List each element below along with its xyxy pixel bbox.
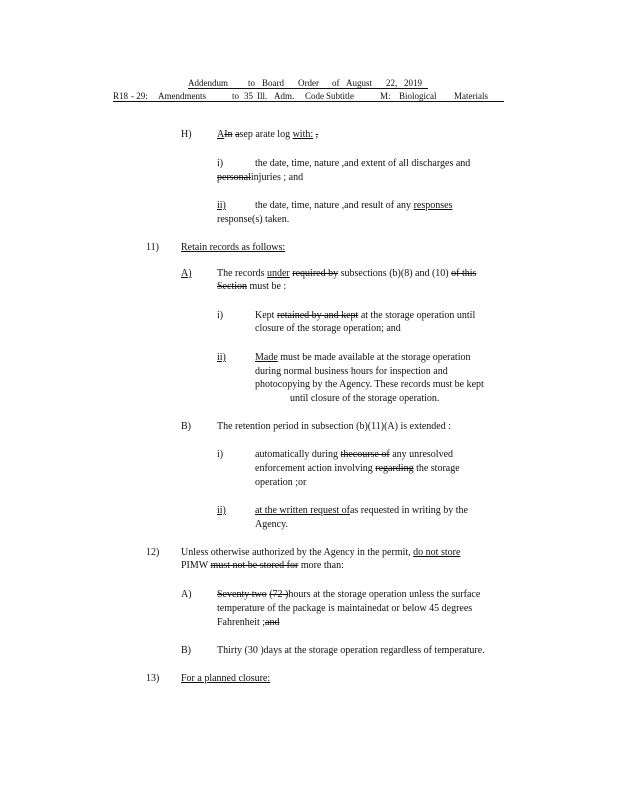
- para-11-a-label: A): [181, 268, 192, 279]
- para-12-label: 12): [146, 547, 160, 558]
- para-11-b-ii-label: ii): [217, 505, 226, 516]
- para-11-a-mustbe: must be :: [249, 281, 287, 292]
- para-11-b-i-regarding: regarding: [375, 463, 414, 474]
- para-11-a-text1b: subsections (b)(8) and (10): [340, 268, 449, 279]
- para-12-a-72: (72 ): [269, 589, 289, 600]
- para-12-a-and: and: [265, 617, 280, 628]
- para-11-ii-text1: must be made available at the storage operation: [280, 352, 471, 363]
- para-11-b-text: The retention period in subsection (b)(11)(A) is extended :: [217, 421, 452, 432]
- header-underline-2: [113, 101, 504, 102]
- header-adm: Adm.: [274, 91, 295, 101]
- item-h-ii-text2: response(s) taken.: [217, 214, 290, 225]
- header-subtitle: Subtitle: [326, 91, 355, 101]
- header-rule-num: - 29:: [131, 91, 148, 101]
- header-august: August: [346, 78, 373, 88]
- item-h-i-personal: personal: [217, 172, 251, 183]
- header-addendum: Addendum: [188, 78, 228, 88]
- header-biological: Biological: [399, 91, 437, 101]
- para-12-a-text1: hours at the storage operation unless the surface: [288, 589, 481, 600]
- item-h-rest: sep arate log: [239, 129, 291, 140]
- para-11-b-ii-under: at the written request of: [255, 505, 350, 516]
- para-11-ii-line1: [255, 351, 471, 364]
- para-11-ii-label: ii): [217, 352, 226, 363]
- item-h-i-label: i): [217, 158, 224, 169]
- item-h-i-text1: the date, time, nature ,and extent of all discharges and: [255, 158, 471, 169]
- item-h-ii-line1: [255, 199, 452, 212]
- para-12-must-not: must not be stored for: [210, 560, 299, 571]
- para-11-a-under: under: [266, 268, 290, 279]
- para-11-b-ii-text2: Agency.: [255, 519, 288, 530]
- para-12-a-line1: [217, 588, 480, 601]
- para-12-text1a: Unless otherwise authorized by the Agency in the permit,: [181, 547, 411, 558]
- para-11-b-ii-text1: as requested in writing by the: [349, 505, 468, 516]
- para-12-a-text2: temperature of the package is maintainedat or below 45 degrees: [217, 603, 473, 614]
- header-order: Order: [298, 78, 319, 88]
- item-h-i-text2: injuries ; and: [250, 172, 304, 183]
- para-11-ii-text4: until closure of the storage operation.: [290, 393, 440, 404]
- para-11-b-i-text3: operation ;or: [255, 477, 307, 488]
- para-12-line2: [181, 559, 344, 572]
- para-11-ii-text2: during normal business hours for inspection and: [255, 366, 448, 377]
- para-12-text2b: more than:: [300, 560, 344, 571]
- para-11-b-i-thecourse: thecourse of: [340, 449, 390, 460]
- item-h-ii-label: ii): [217, 200, 226, 211]
- header-m: M:: [380, 91, 391, 101]
- para-11-b-i-text1b: any unresolved: [392, 449, 454, 460]
- header-to-2: to: [232, 91, 240, 101]
- para-11-a-text1a: The records: [217, 268, 265, 279]
- item-h-a: A: [217, 129, 225, 140]
- header-of: of: [332, 78, 340, 88]
- header-code: Code: [305, 91, 324, 101]
- para-13-label: 13): [146, 673, 160, 684]
- para-11-b-i-label: i): [217, 449, 224, 460]
- para-11-text: Retain records as follows:: [181, 242, 286, 253]
- header-year: 2019: [404, 78, 422, 88]
- para-11-a-line1: [217, 267, 476, 280]
- header-board: Board: [262, 78, 284, 88]
- para-11-ii-text3: photocopying by the Agency. These records must be kept: [255, 379, 484, 390]
- item-h-ii-responses: responses: [413, 200, 453, 211]
- para-11-ii-made: Made: [255, 352, 278, 363]
- para-11-i-kept: Kept: [255, 310, 275, 321]
- header-ill: Ill.: [257, 91, 268, 101]
- para-11-a-ofthis: of this: [451, 268, 477, 279]
- item-h-text: [217, 128, 318, 141]
- item-h-in-struck: In: [224, 129, 233, 140]
- item-h-label: H): [181, 129, 192, 140]
- item-h-comma-struck: ,: [315, 129, 319, 140]
- para-11-label: 11): [146, 242, 159, 253]
- para-12-b-label: B): [181, 645, 191, 656]
- para-11-i-text1: at the storage operation until: [360, 310, 476, 321]
- para-12-b-text: Thirty (30 )days at the storage operation regardless of temperature.: [217, 645, 485, 656]
- header-rule: R18: [113, 91, 129, 101]
- para-12-text1b: do not store: [413, 547, 461, 558]
- para-11-b-label: B): [181, 421, 191, 432]
- header-to: to: [248, 78, 256, 88]
- item-h-ii-text1: the date, time, nature ,and result of any: [255, 200, 412, 211]
- para-11-a-line2: [217, 280, 286, 293]
- para-11-b-i-text1a: automatically during: [255, 449, 339, 460]
- header-amendments: Amendments: [158, 91, 206, 101]
- para-12-a-line3: [217, 616, 280, 629]
- header-code-num: 35: [244, 91, 253, 101]
- para-12-a-text3: Fahrenheit ;: [217, 617, 266, 628]
- para-12-a-seventy: Seventy two: [217, 589, 267, 600]
- para-11-i-line1: [255, 309, 475, 322]
- para-12-a-label: A): [181, 589, 192, 600]
- para-11-i-label: i): [217, 310, 224, 321]
- para-11-b-ii-line1: [255, 504, 468, 517]
- item-h-i-line2: [217, 171, 303, 184]
- item-h-with: with:: [292, 129, 314, 140]
- header-materials: Materials: [454, 91, 488, 101]
- header-underline-1: [188, 88, 428, 89]
- para-12-line1: [181, 546, 460, 559]
- para-12-text2a: PIMW: [181, 560, 209, 571]
- para-11-b-i-text2a: enforcement action involving: [255, 463, 373, 474]
- header-day: 22,: [386, 78, 398, 88]
- item-h-a-struck: a: [235, 129, 240, 140]
- para-13-text: For a planned closure:: [181, 673, 271, 684]
- para-11-a-section: Section: [217, 281, 247, 292]
- para-11-b-i-line1: [255, 448, 453, 461]
- para-11-a-required-by: required by: [292, 268, 339, 279]
- para-11-b-i-text2b: the storage: [416, 463, 460, 474]
- para-11-i-struck: retained by and kept: [276, 310, 359, 321]
- para-11-i-text2: closure of the storage operation; and: [255, 323, 401, 334]
- para-11-b-i-line2: [255, 462, 460, 475]
